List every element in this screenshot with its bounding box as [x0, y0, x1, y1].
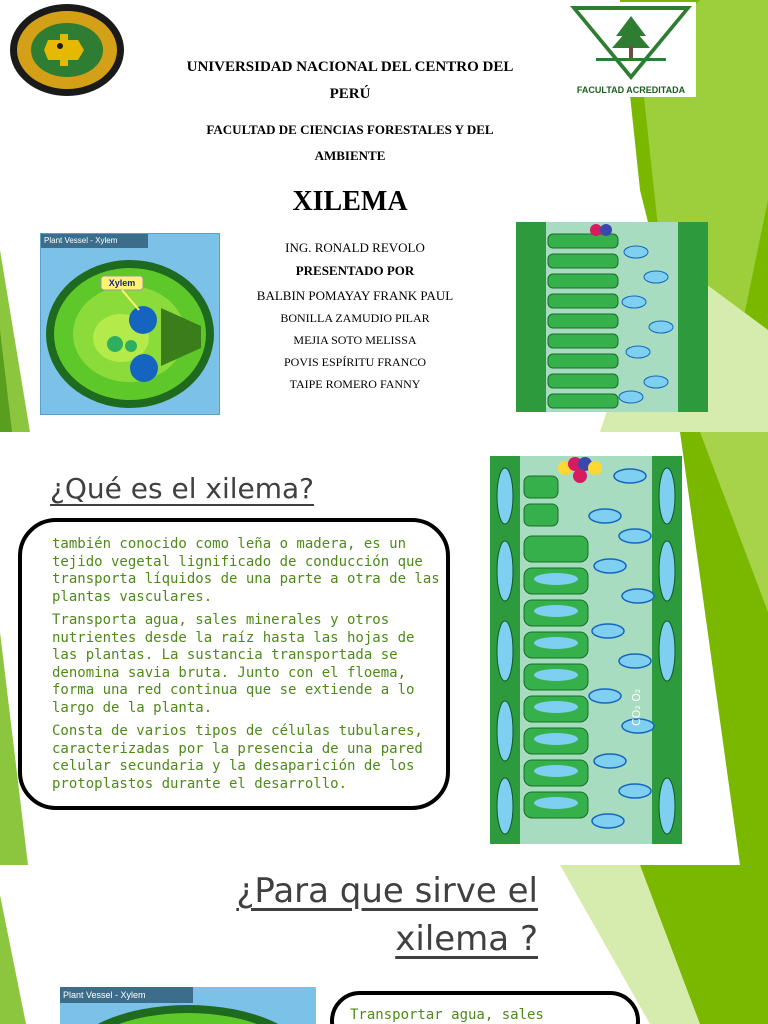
student-name: MEJIA SOTO MELISSA [293, 333, 417, 347]
heading-line: ¿Para que sirve el [236, 871, 538, 911]
gas-exchange-label: CO₂ O₂ [630, 688, 643, 726]
student-name: BONILLA ZAMUDIO PILAR [280, 311, 430, 325]
student-name: TAIPE ROMERO FANNY [289, 377, 421, 391]
slide-title [0, 0, 768, 432]
presented-by-label: PRESENTADO POR [295, 263, 415, 278]
image-header: Plant Vessel - Xylem [41, 234, 148, 248]
purpose-text: Transportar agua, sales [350, 1007, 544, 1023]
image-header: Plant Vessel - Xylem [60, 987, 193, 1003]
xylem-label: Xylem [108, 278, 136, 288]
accredited-faculty-logo [566, 2, 696, 97]
definition-box [18, 518, 450, 810]
logo-caption: FACULTAD ACREDITADA [576, 85, 686, 95]
section-heading: ¿Qué es el xilema? [50, 472, 315, 505]
university-name: UNIVERSIDAD NACIONAL DEL CENTRO DEL PERÚ [186, 59, 514, 102]
page-title: XILEMA [292, 186, 408, 217]
slide-definition [0, 432, 768, 865]
leaf-cells-image [490, 456, 682, 844]
slide-purpose [0, 865, 768, 1024]
student-name: BALBIN POMAYAY FRANK PAUL [256, 288, 454, 303]
plant-vessel-image [40, 233, 220, 415]
purpose-box [330, 991, 640, 1024]
leaf-cells-image [516, 222, 708, 412]
faculty-name: FACULTAD DE CIENCIAS FORESTALES Y DEL AMBIENTE [206, 122, 494, 163]
plant-vessel-image [60, 987, 316, 1024]
heading-line: xilema ? [395, 919, 538, 959]
definition-paragraph: Transporta agua, sales minerales y otros nutrientes desde la raíz hasta las hojas de las plantas. La sustancia transportada se denomina savia bruta. Junto con el floema, forma una red continua que se extiende a lo largo de la planta. [52, 612, 415, 716]
definition-paragraph: también conocido como leña o madera, es un tejido vegetal lignificado de conducción que transporta líquidos de una parte a otra de las plantas vasculares. [52, 536, 440, 605]
section-heading [188, 867, 538, 963]
definition-paragraph: Consta de varios tipos de células tubulares, caracterizadas por la presencia de una pared celular secundaria y la desaparición de los protoplastos durante el desarrollo. [52, 723, 423, 792]
university-seal-logo [8, 2, 126, 98]
student-name: POVIS ESPÍRITU FRANCO [283, 355, 427, 369]
teacher-name: ING. RONALD REVOLO [285, 240, 425, 255]
